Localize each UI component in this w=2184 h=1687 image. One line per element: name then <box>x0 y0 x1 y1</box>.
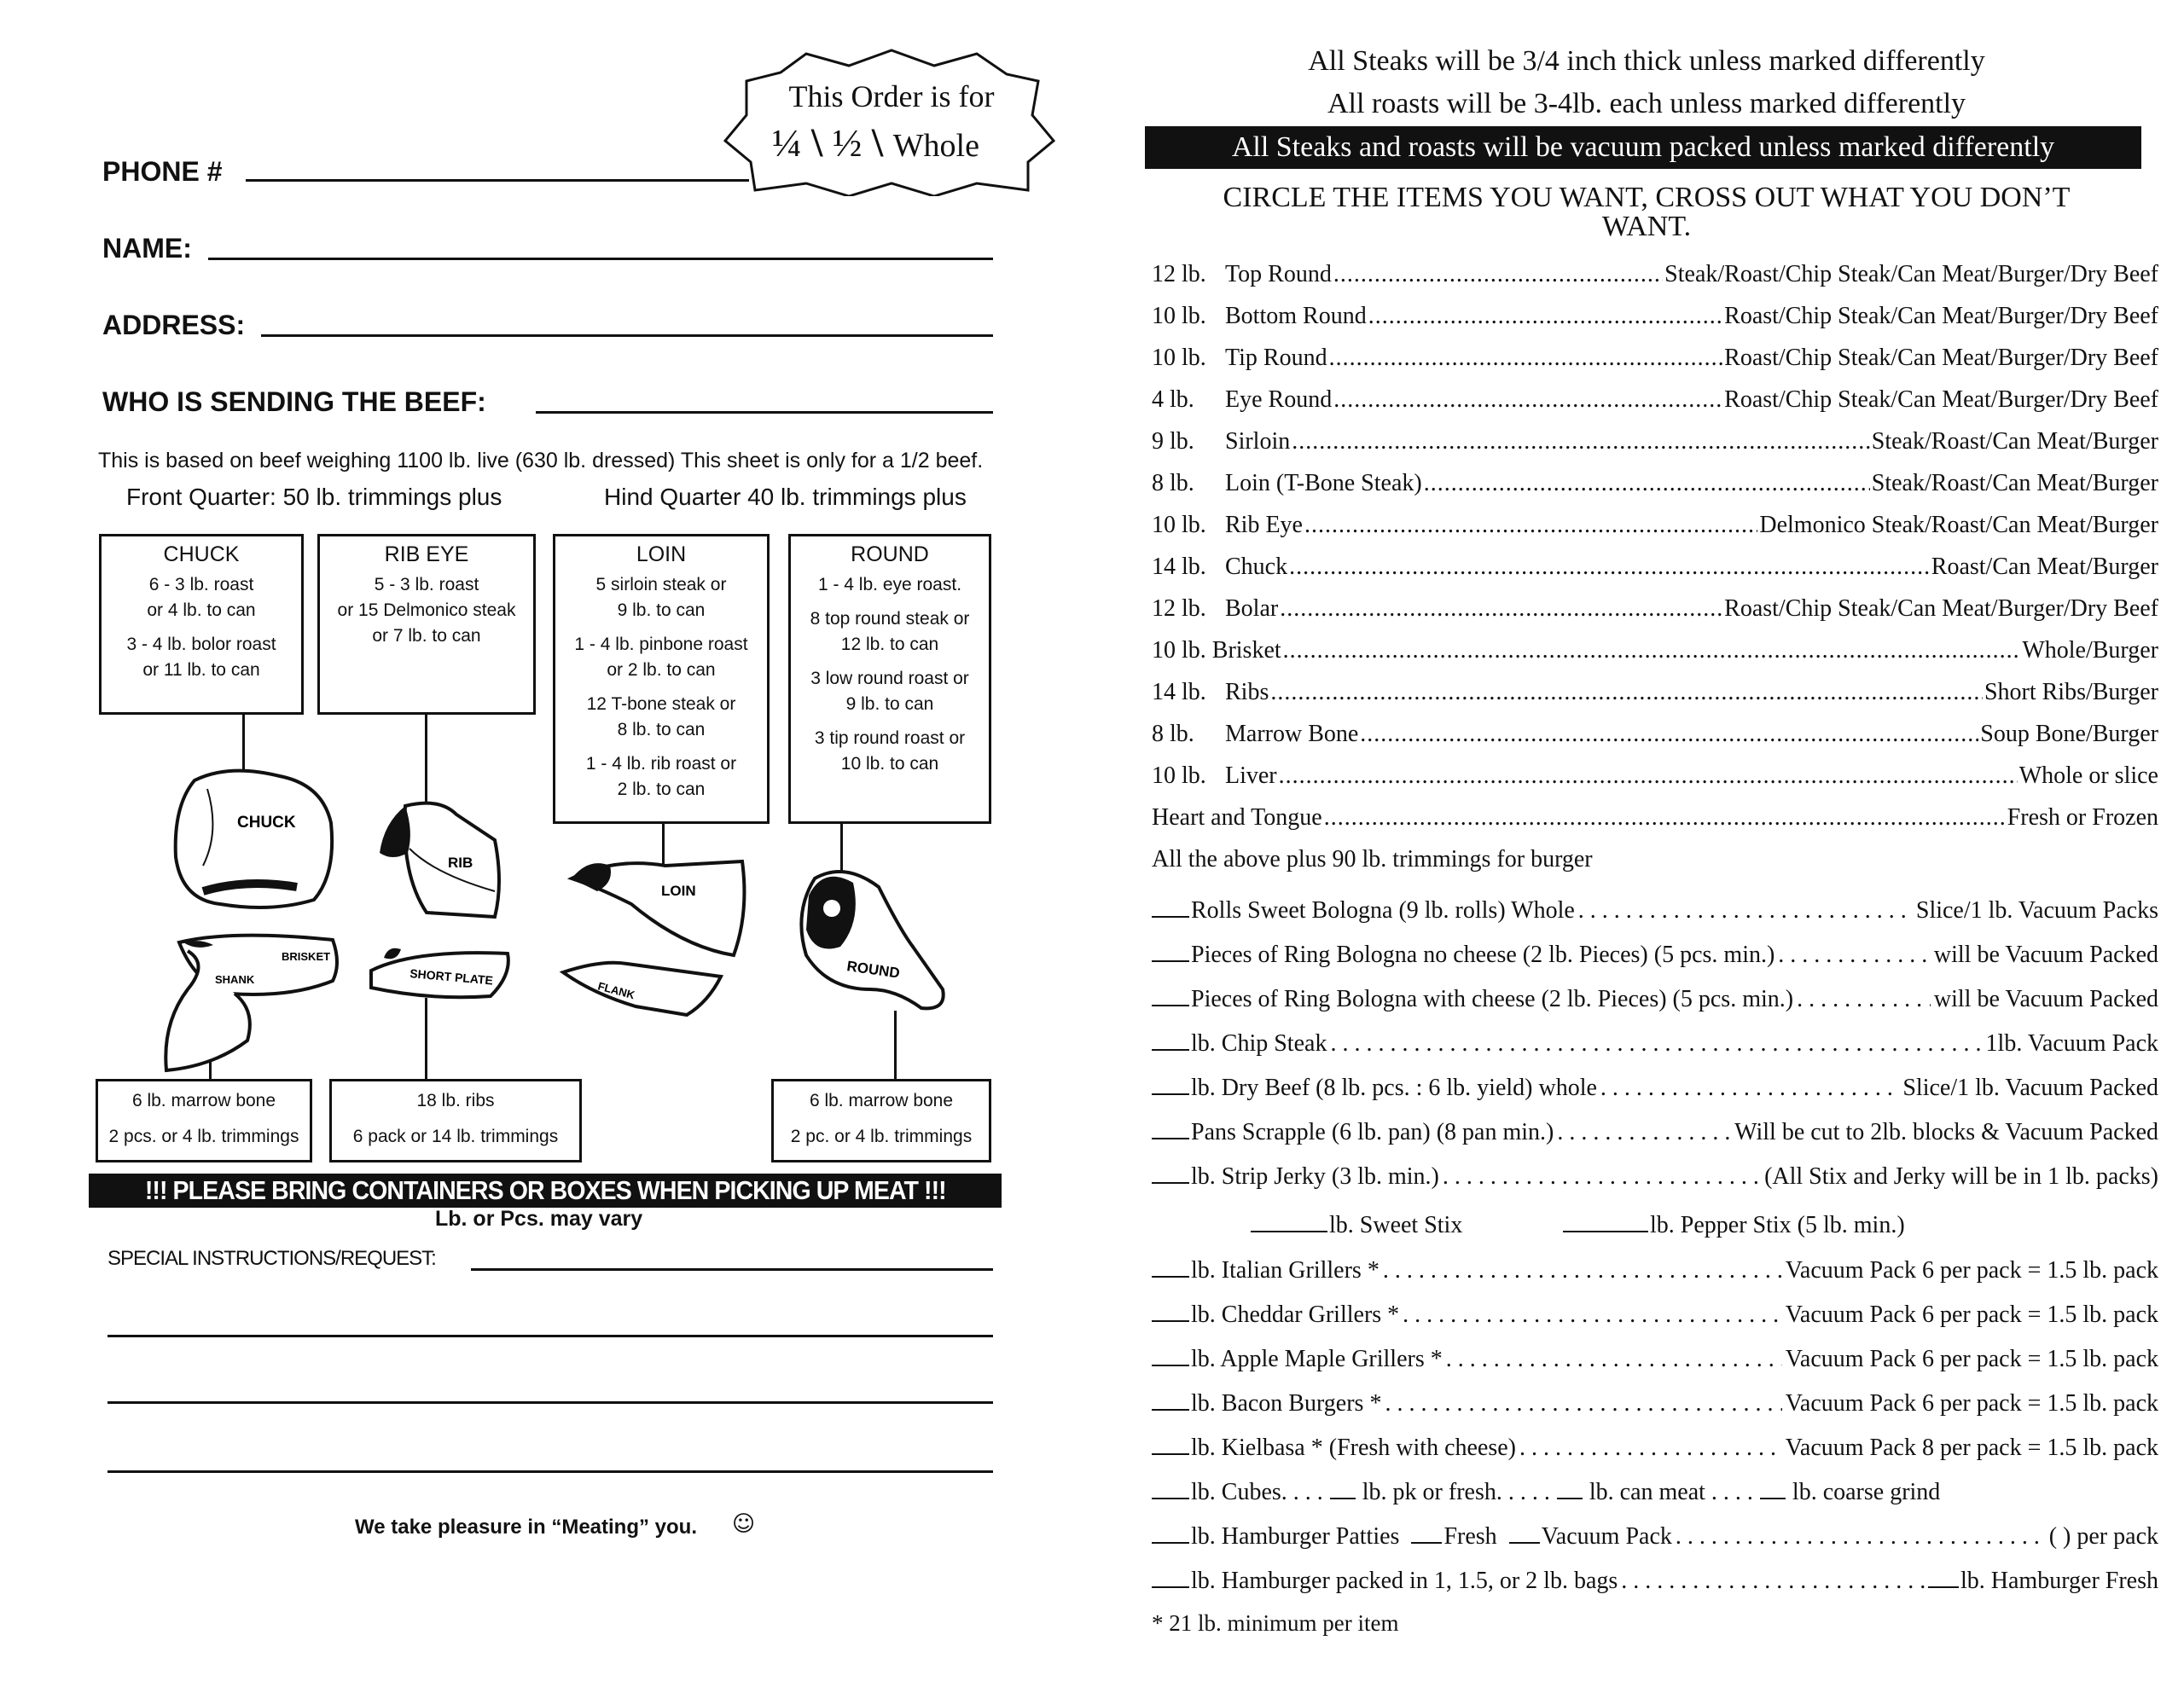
cut-options[interactable]: Roast/Chip Steak/Can Meat/Burger/Dry Beef <box>1724 386 2158 413</box>
patties-vacuum-blank[interactable] <box>1509 1522 1540 1544</box>
chuck-box <box>99 534 304 715</box>
bottom-box-line: 6 pack or 14 lb. trimmings <box>352 1127 559 1146</box>
round-box-title: ROUND <box>851 542 929 566</box>
chuck-illustration <box>169 763 336 913</box>
smiley-icon: ☺ <box>732 1511 756 1537</box>
box-line: or 15 Delmonico steak <box>337 600 516 620</box>
quantity-blank[interactable] <box>1152 896 1189 918</box>
product-name: lb. Strip Jerky (3 lb. min.) <box>1191 1163 1439 1190</box>
short-plate-label: SHORT PLATE <box>409 966 494 988</box>
brisket-label: BRISKET <box>282 950 331 963</box>
quantity-blank[interactable] <box>1152 1073 1189 1095</box>
cubes-grind-blank[interactable] <box>1760 1477 1786 1499</box>
roast-weight-note: All roasts will be 3-4lb. each unless marked differently <box>1327 88 1966 119</box>
round-label: ROUND <box>845 958 901 982</box>
cubes-label: lb. Cubes. . . . <box>1191 1479 1323 1505</box>
cut-name: Liver <box>1225 762 1277 789</box>
product-packing: (All Stix and Jerky will be in 1 lb. packs) <box>1764 1163 2158 1190</box>
bottom-box-line: 6 lb. marrow bone <box>131 1091 276 1110</box>
griller-packing: Vacuum Pack 6 per pack = 1.5 lb. pack <box>1785 1257 2158 1284</box>
half-option[interactable]: ½ <box>832 121 863 165</box>
griller-row[interactable] <box>1152 1255 2158 1290</box>
phone-field[interactable] <box>246 179 749 182</box>
special-instructions-field-3[interactable] <box>107 1401 993 1404</box>
cut-row[interactable] <box>1152 428 2158 462</box>
bags-blank[interactable] <box>1152 1566 1189 1588</box>
special-instructions-field-4[interactable] <box>107 1470 993 1473</box>
cut-name: Bolar <box>1225 595 1279 622</box>
box-line: 3 low round roast or <box>810 669 969 688</box>
box-line: 6 - 3 lb. roast <box>148 575 254 594</box>
pepper-stix-label: lb. Pepper Stix (5 lb. min.) <box>1650 1212 1905 1238</box>
griller-name: lb. Bacon Burgers * <box>1191 1390 1382 1417</box>
cut-weight: 14 lb. <box>1152 554 1206 580</box>
cubes-pk-label: lb. pk or fresh. . . . . <box>1362 1479 1550 1505</box>
box-line: or 7 lb. to can <box>372 626 481 646</box>
bottom-box-line: 2 pc. or 4 lb. trimmings <box>790 1127 973 1146</box>
brisket-shank-illustration <box>162 930 346 1079</box>
cut-name: Loin (T-Bone Steak) <box>1225 470 1422 496</box>
cut-name: Sirloin <box>1225 428 1291 455</box>
special-instructions-field-2[interactable] <box>107 1335 993 1337</box>
cut-row[interactable] <box>1152 303 2158 337</box>
cubes-can-blank[interactable] <box>1557 1477 1583 1499</box>
product-packing: Slice/1 lb. Vacuum Packs <box>1915 897 2158 924</box>
sender-label: WHO IS SENDING THE BEEF: <box>102 386 486 417</box>
plate-connector <box>425 998 427 1079</box>
cut-row[interactable] <box>1152 554 2158 588</box>
product-row[interactable] <box>1152 896 2158 930</box>
product-row[interactable] <box>1152 984 2158 1018</box>
griller-row[interactable] <box>1152 1433 2158 1467</box>
cut-row[interactable] <box>1152 637 2158 671</box>
cut-name: 10 lb. Brisket <box>1152 637 1281 664</box>
ribs-bottom-box <box>329 1079 582 1162</box>
box-line: 9 lb. to can <box>845 694 934 714</box>
product-packing: will be Vacuum Packed <box>1933 942 2158 968</box>
rib-illustration <box>375 797 503 925</box>
cut-row[interactable] <box>1152 470 2158 504</box>
product-row[interactable] <box>1152 1117 2158 1151</box>
cut-options[interactable]: Whole/Burger <box>2022 637 2158 664</box>
cut-options[interactable]: Steak/Roast/Chip Steak/Can Meat/Burger/Dry Beef <box>1664 261 2158 287</box>
quantity-blank[interactable] <box>1152 984 1189 1006</box>
box-line: 1 - 4 lb. rib roast or <box>585 754 737 774</box>
box-line: 1 - 4 lb. pinbone roast <box>574 635 748 654</box>
rib-connector <box>425 715 427 809</box>
order-badge-title: This Order is for <box>788 79 995 113</box>
cut-options[interactable]: Steak/Roast/Can Meat/Burger <box>1871 428 2158 455</box>
quantity-blank[interactable] <box>1152 1433 1189 1455</box>
trimmings-note: All the above plus 90 lb. trimmings for burger <box>1152 846 1593 872</box>
cut-options[interactable]: Roast/Chip Steak/Can Meat/Burger/Dry Beef <box>1724 345 2158 371</box>
containers-banner-text: !!! PLEASE BRING CONTAINERS OR BOXES WHEN PICKING UP MEAT !!! <box>144 1175 946 1205</box>
cut-weight: 14 lb. <box>1152 679 1206 705</box>
rib-eye-box-title: RIB EYE <box>384 542 469 566</box>
round-illustration <box>793 861 951 1015</box>
cut-name: Ribs <box>1225 679 1269 705</box>
box-line: 5 - 3 lb. roast <box>374 575 479 594</box>
cut-name: Eye Round <box>1225 386 1333 413</box>
product-name: lb. Chip Steak <box>1191 1030 1327 1057</box>
product-name: Rolls Sweet Bologna (9 lb. rolls) Whole <box>1191 897 1575 924</box>
cut-name: Top Round <box>1225 261 1332 287</box>
cut-weight: 4 lb. <box>1152 386 1194 413</box>
box-line: 10 lb. to can <box>840 754 939 774</box>
patties-label: lb. Hamburger Patties <box>1191 1523 1400 1550</box>
front-quarter-note: Front Quarter: 50 lb. trimmings plus <box>126 484 502 510</box>
cut-row[interactable] <box>1152 721 2158 755</box>
round-bottom-connector <box>894 1011 897 1079</box>
cut-row[interactable] <box>1152 595 2158 629</box>
box-line: 12 T-bone steak or <box>586 694 736 714</box>
patties-vacuum-label: Vacuum Pack <box>1541 1523 1672 1550</box>
product-name: Pans Scrapple (6 lb. pan) (8 pan min.) <box>1191 1119 1554 1145</box>
patties-per-pack: ( ) per pack <box>2048 1523 2158 1550</box>
cut-options[interactable]: Soup Bone/Burger <box>1980 721 2158 747</box>
loin-label: LOIN <box>661 883 696 899</box>
griller-packing: Vacuum Pack 6 per pack = 1.5 lb. pack <box>1785 1390 2158 1417</box>
flank-label: FLANK <box>596 979 636 1002</box>
special-instructions-field-1[interactable] <box>471 1268 993 1271</box>
box-line: 8 top round steak or <box>810 609 970 629</box>
product-packing: 1lb. Vacuum Pack <box>1985 1030 2158 1057</box>
rib-label: RIB <box>448 855 473 871</box>
name-field[interactable] <box>208 258 993 260</box>
cut-weight: 10 lb. <box>1152 345 1206 371</box>
cut-weight: 9 lb. <box>1152 428 1194 455</box>
short-plate-illustration <box>363 936 516 1005</box>
griller-row[interactable] <box>1152 1344 2158 1378</box>
circle-instructions-line2: WANT. <box>1601 211 1692 242</box>
address-label: ADDRESS: <box>102 310 246 340</box>
bags-fresh-blank[interactable] <box>1928 1566 1959 1588</box>
cut-name: Bottom Round <box>1225 303 1367 329</box>
quarter-option[interactable]: ¼ <box>772 121 802 165</box>
cut-options[interactable]: Roast/Chip Steak/Can Meat/Burger/Dry Beef <box>1724 303 2158 329</box>
round-bottom-box <box>771 1079 991 1162</box>
quantity-blank[interactable] <box>1152 1162 1189 1184</box>
vacuum-pack-banner <box>1145 126 2141 169</box>
box-line: or 4 lb. to can <box>147 600 256 620</box>
cut-weight: 10 lb. <box>1152 762 1206 789</box>
chuck-label: CHUCK <box>237 814 296 832</box>
griller-row[interactable] <box>1152 1388 2158 1423</box>
special-instructions-label: SPECIAL INSTRUCTIONS/REQUEST: <box>107 1247 436 1270</box>
cut-weight: 10 lb. <box>1152 512 1206 538</box>
cut-row[interactable] <box>1152 345 2158 379</box>
cut-options[interactable]: Steak/Roast/Can Meat/Burger <box>1871 470 2158 496</box>
griller-name: lb. Cheddar Grillers * <box>1191 1301 1400 1328</box>
quantity-blank[interactable] <box>1152 1388 1189 1411</box>
cubes-row[interactable] <box>1152 1477 2158 1511</box>
quantity-blank[interactable] <box>1152 1300 1189 1322</box>
cut-name: Rib Eye <box>1225 512 1303 538</box>
product-row[interactable] <box>1152 1073 2158 1107</box>
griller-name: lb. Kielbasa * (Fresh with cheese) <box>1191 1435 1516 1461</box>
cut-options[interactable]: Fresh or Frozen <box>2007 804 2158 831</box>
quantity-blank[interactable] <box>1152 1117 1189 1139</box>
round-box <box>788 534 991 824</box>
patties-fresh-label: Fresh <box>1443 1523 1497 1550</box>
cut-options[interactable]: Roast/Chip Steak/Can Meat/Burger/Dry Beef <box>1724 595 2158 622</box>
box-line: 8 lb. to can <box>617 720 706 739</box>
cut-row[interactable] <box>1152 386 2158 420</box>
product-row[interactable] <box>1152 1162 2158 1196</box>
loin-box-title: LOIN <box>636 542 687 566</box>
vary-note: Lb. or Pcs. may vary <box>435 1207 643 1231</box>
patties-fresh-blank[interactable] <box>1411 1522 1442 1544</box>
box-line: or 2 lb. to can <box>607 660 716 680</box>
chuck-box-title: CHUCK <box>163 542 240 566</box>
order-badge-choices: ¼ \ ½ \ Whole <box>772 120 979 165</box>
name-label: NAME: <box>102 233 192 264</box>
griller-packing: Vacuum Pack 6 per pack = 1.5 lb. pack <box>1785 1346 2158 1372</box>
steak-thickness-note: All Steaks will be 3/4 inch thick unless marked differently <box>1308 45 1985 77</box>
cut-name: Marrow Bone <box>1225 721 1359 747</box>
box-line: 1 - 4 lb. eye roast. <box>817 575 962 594</box>
product-name: Pieces of Ring Bologna no cheese (2 lb. Pieces) (5 pcs. min.) <box>1191 942 1775 968</box>
quantity-blank[interactable] <box>1152 940 1189 962</box>
box-line: 12 lb. to can <box>840 635 939 654</box>
product-packing: Slice/1 lb. Vacuum Packed <box>1902 1075 2158 1101</box>
cut-row[interactable] <box>1152 762 2158 797</box>
box-line: 3 - 4 lb. bolor roast <box>126 635 276 654</box>
chuck-bottom-box <box>96 1079 312 1162</box>
cubes-blank[interactable] <box>1152 1477 1189 1499</box>
product-packing: will be Vacuum Packed <box>1933 986 2158 1012</box>
cut-row[interactable] <box>1152 804 2158 838</box>
bottom-box-line: 18 lb. ribs <box>416 1091 495 1110</box>
cut-options[interactable]: Roast/Can Meat/Burger <box>1931 554 2158 580</box>
patties-row[interactable] <box>1152 1522 2158 1556</box>
cut-options[interactable]: Whole or slice <box>2018 762 2158 789</box>
cut-row[interactable] <box>1152 261 2158 295</box>
cut-name: Tip Round <box>1225 345 1327 371</box>
cut-weight: 12 lb. <box>1152 261 1206 287</box>
griller-packing: Vacuum Pack 6 per pack = 1.5 lb. pack <box>1785 1301 2158 1328</box>
box-line: 2 lb. to can <box>617 780 706 799</box>
footer-slogan: We take pleasure in “Meating” you. <box>355 1516 697 1539</box>
quantity-blank[interactable] <box>1152 1029 1189 1051</box>
sweet-stix-blank[interactable] <box>1251 1210 1327 1232</box>
product-name: Pieces of Ring Bologna with cheese (2 lb. Pieces) (5 pcs. min.) <box>1191 986 1794 1012</box>
product-row[interactable] <box>1152 940 2158 974</box>
box-line: or 11 lb. to can <box>142 660 260 680</box>
circle-instructions-line1: CIRCLE THE ITEMS YOU WANT, CROSS OUT WHAT YOU DON’T <box>1223 182 2071 213</box>
shank-label: SHANK <box>215 973 255 986</box>
cut-options[interactable]: Short Ribs/Burger <box>1984 679 2158 705</box>
stix-row <box>1251 1210 1462 1239</box>
minimum-note: * 21 lb. minimum per item <box>1152 1610 1399 1636</box>
containers-banner <box>89 1174 1002 1208</box>
griller-name: lb. Apple Maple Grillers * <box>1191 1346 1443 1372</box>
cut-weight: 12 lb. <box>1152 595 1206 622</box>
griller-row[interactable] <box>1152 1300 2158 1334</box>
cubes-grind-label: lb. coarse grind <box>1792 1479 1941 1505</box>
cut-weight: 8 lb. <box>1152 721 1194 747</box>
cut-weight: 8 lb. <box>1152 470 1194 496</box>
sender-field[interactable] <box>536 411 993 414</box>
bottom-box-line: 2 pcs. or 4 lb. trimmings <box>108 1127 299 1146</box>
bags-label: lb. Hamburger packed in 1, 1.5, or 2 lb. bags <box>1191 1568 1618 1594</box>
flank-illustration <box>559 955 729 1023</box>
cubes-can-label: lb. can meat . . . . <box>1589 1479 1753 1505</box>
cut-weight: 10 lb. <box>1152 303 1206 329</box>
bottom-box-line: 6 lb. marrow bone <box>809 1091 954 1110</box>
address-field[interactable] <box>261 334 993 337</box>
product-row[interactable] <box>1152 1029 2158 1063</box>
quantity-blank[interactable] <box>1152 1255 1189 1278</box>
pepper-stix-row <box>1563 1210 1905 1239</box>
box-line: 9 lb. to can <box>617 600 706 620</box>
product-name: lb. Dry Beef (8 lb. pcs. : 6 lb. yield) whole <box>1191 1075 1597 1101</box>
griller-name: lb. Italian Grillers * <box>1191 1257 1380 1284</box>
product-packing: Will be cut to 2lb. blocks & Vacuum Packed <box>1734 1119 2158 1145</box>
cut-name: Heart and Tongue <box>1152 804 1322 831</box>
cut-options[interactable]: Delmonico Steak/Roast/Can Meat/Burger <box>1759 512 2158 538</box>
cubes-pk-blank[interactable] <box>1330 1477 1356 1499</box>
cut-row[interactable] <box>1152 679 2158 713</box>
quantity-blank[interactable] <box>1152 1344 1189 1366</box>
patties-blank[interactable] <box>1152 1522 1189 1544</box>
sweet-stix-label: lb. Sweet Stix <box>1329 1212 1463 1238</box>
box-line: 3 tip round roast or <box>814 728 966 748</box>
vacuum-pack-banner-text: All Steaks and roasts will be vacuum packed unless marked differently <box>1231 131 2055 163</box>
cut-row[interactable] <box>1152 512 2158 546</box>
loin-illustration <box>563 853 751 964</box>
bags-row[interactable] <box>1152 1566 2158 1600</box>
pepper-stix-blank[interactable] <box>1563 1210 1648 1232</box>
whole-option[interactable]: Whole <box>892 128 979 164</box>
phone-label: PHONE # <box>102 156 223 187</box>
bags-fresh-label: lb. Hamburger Fresh <box>1960 1568 2158 1594</box>
box-line: 5 sirloin steak or <box>595 575 727 594</box>
cut-name: Chuck <box>1225 554 1288 580</box>
beef-basis-note: This is based on beef weighing 1100 lb. live (630 lb. dressed) This sheet is only for a 1/2 beef. <box>98 449 984 472</box>
loin-box <box>553 534 770 824</box>
hind-quarter-note: Hind Quarter 40 lb. trimmings plus <box>604 484 967 510</box>
rib-eye-box <box>317 534 536 715</box>
griller-packing: Vacuum Pack 8 per pack = 1.5 lb. pack <box>1785 1435 2158 1461</box>
